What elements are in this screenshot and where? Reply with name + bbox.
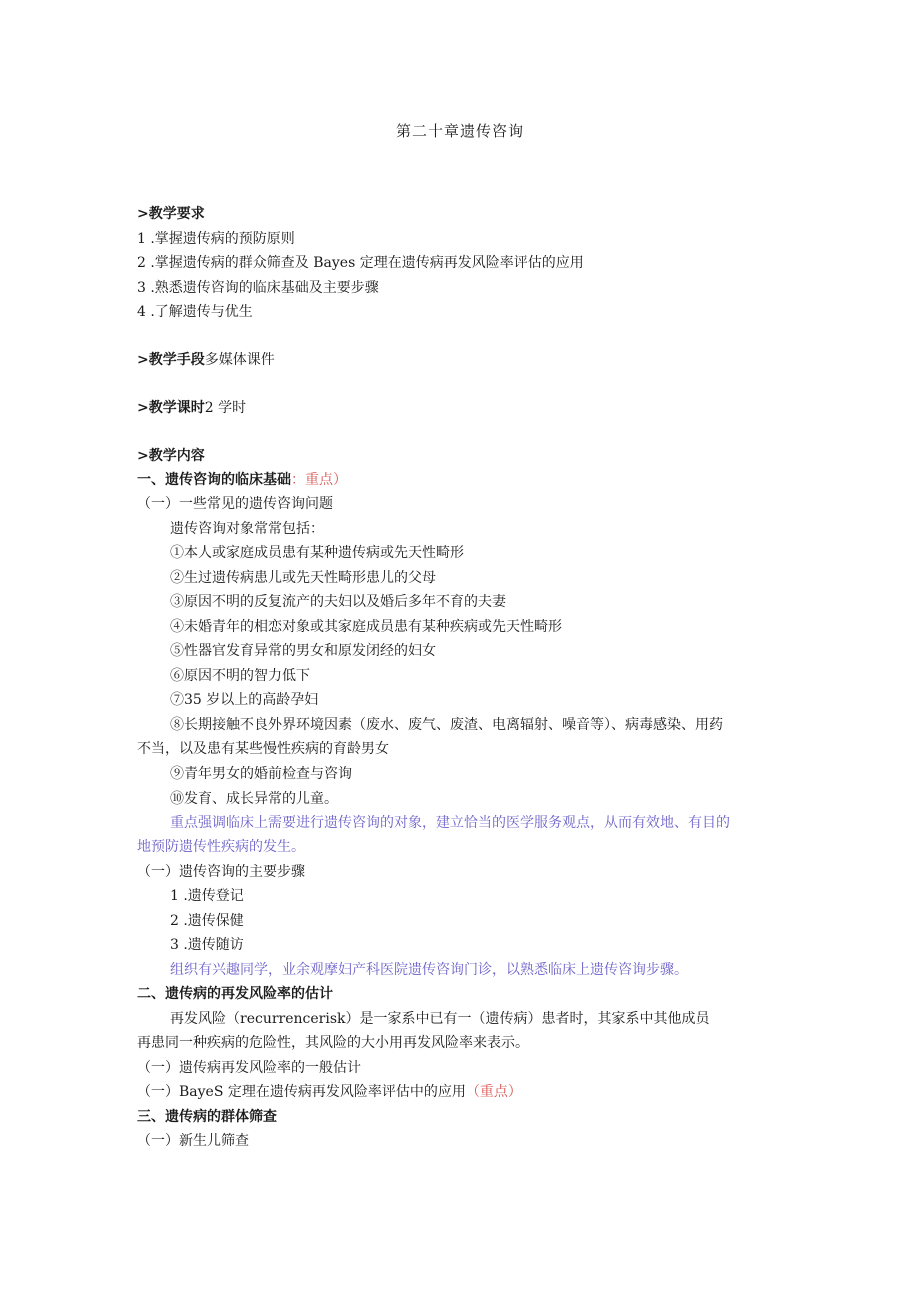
list-item: ①本人或家庭成员患有某种遗传病或先天性畸形 [170, 545, 464, 561]
list-item-continuation: 不当，以及患有某些慢性疾病的育龄男女 [137, 741, 389, 757]
means-line: >教学手段多媒体课件 [137, 352, 275, 368]
list-item: ⑦35 岁以上的高龄孕妇 [170, 692, 319, 708]
list-item: ⑨青年男女的婚前检查与咨询 [170, 766, 352, 782]
key-point-tag: （重点） [465, 1084, 522, 1100]
teaching-note-continuation: 地预防遗传性疾病的发生。 [137, 839, 305, 855]
requirement-item: 4 .了解遗传与优生 [137, 304, 253, 320]
subsection-title: （一）新生儿筛查 [137, 1133, 249, 1149]
step-item: 1 .遗传登记 [170, 888, 244, 904]
step-item: 2 .遗传保健 [170, 913, 244, 929]
requirement-item: 2 .掌握遗传病的群众筛查及 Bayes 定理在遗传病再发风险率评估的应用 [137, 255, 584, 271]
hours-line: >教学课时2 学时 [137, 400, 247, 416]
section-2-title: 二、遗传病的再发风险率的估计 [137, 986, 333, 1002]
subsection-title: （一）遗传病再发风险率的一般估计 [137, 1060, 361, 1076]
list-item: ④未婚青年的相恋对象或其家庭成员患有某种疾病或先天性畸形 [170, 619, 562, 635]
subsection-title: （一）BayeS 定理在遗传病再发风险率评估中的应用（重点） [137, 1084, 522, 1100]
subsection-title: （一）一些常见的遗传咨询问题 [137, 496, 333, 512]
step-item: 3 .遗传随访 [170, 937, 244, 953]
teaching-note: 组织有兴趣同学，业余观摩妇产科医院遗传咨询门诊，以熟悉临床上遗传咨询步骤。 [170, 962, 688, 978]
list-item: ③原因不明的反复流产的夫妇以及婚后多年不育的夫妻 [170, 594, 506, 610]
list-item: ⑤性器官发育异常的男女和原发闭经的妇女 [170, 643, 436, 659]
page-title: 第二十章遗传咨询 [395, 122, 524, 140]
list-item: ⑥原因不明的智力低下 [170, 668, 310, 684]
paragraph: 遗传咨询对象常常包括： [170, 521, 324, 537]
section-3-title: 三、遗传病的群体筛查 [137, 1109, 277, 1125]
paragraph: 再发风险（recurrencerisk）是一家系中已有一（遗传病）患者时，其家系中其他成员 [170, 1011, 710, 1027]
list-item: ②生过遗传病患儿或先天性畸形患儿的父母 [170, 570, 436, 586]
requirement-item: 3 .熟悉遗传咨询的临床基础及主要步骤 [137, 280, 379, 296]
requirements-heading: >教学要求 [137, 206, 205, 222]
content-heading: >教学内容 [137, 448, 205, 464]
teaching-note: 重点强调临床上需要进行遗传咨询的对象，建立恰当的医学服务观点，从而有效地、有目的 [170, 815, 730, 831]
list-item: ⑧长期接触不良外界环境因素（废水、废气、废渣、电离辐射、噪音等）、病毒感染、用药 [170, 717, 723, 733]
paragraph-continuation: 再患同一种疾病的危险性，其风险的大小用再发风险率来表示。 [137, 1035, 529, 1051]
list-item: ⑩发育、成长异常的儿童。 [170, 791, 338, 807]
subsection-title: （一）遗传咨询的主要步骤 [137, 864, 305, 880]
requirement-item: 1 .掌握遗传病的预防原则 [137, 231, 295, 247]
section-1-title: 一、遗传咨询的临床基础：重点） [137, 472, 347, 488]
key-point-tag: ：重点） [291, 472, 347, 488]
